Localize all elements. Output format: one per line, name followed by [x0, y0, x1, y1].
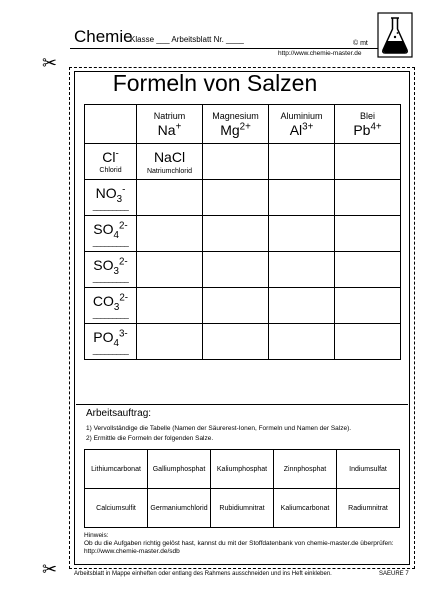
hint-url: http://www.chemie-master.de/sdb	[84, 548, 180, 555]
scissors-icon: ✂	[42, 558, 58, 578]
anion-name-blank: _________	[92, 309, 129, 319]
anion-name-blank: _________	[92, 201, 129, 211]
formula-cell	[137, 252, 203, 288]
cation-header	[335, 105, 401, 144]
anion-name-blank: _________	[92, 237, 129, 247]
formula-cell	[203, 144, 269, 180]
task-item: 1) Vervollständige die Tabelle (Namen der Säurerest-Ionen, Formeln und Namen der Salze).	[86, 425, 352, 432]
anion-symbol: $SO_3^{2-}$	[93, 255, 128, 277]
example-formula: NaCl	[153, 148, 186, 165]
corner-cell	[85, 105, 137, 144]
formula-cell	[269, 216, 335, 252]
formula-cell	[137, 288, 203, 324]
cation-header	[203, 105, 269, 144]
formula-cell	[203, 288, 269, 324]
formula-cell	[137, 216, 203, 252]
anion-symbol: Cl-	[102, 148, 119, 165]
cation-symbol: Na+	[157, 120, 182, 138]
salt-cell: Calciumsulfit	[85, 489, 148, 528]
formula-cell	[269, 144, 335, 180]
cation-symbol: $Pb^{4+}$	[353, 120, 382, 138]
table-row	[85, 216, 401, 252]
header-url: http://www.chemie-master.de	[278, 50, 362, 57]
table-row	[85, 144, 401, 180]
formula-cell	[335, 324, 401, 360]
table-row	[85, 450, 400, 489]
salt-cell: Galliumphosphat	[148, 450, 211, 489]
scissors-icon: ✂	[42, 53, 58, 73]
worksheet-title: Formeln von Salzen	[112, 70, 318, 96]
cation-symbol: $Mg^{2+}$	[220, 120, 251, 138]
formula-cell	[203, 180, 269, 216]
anion-cell	[85, 288, 137, 324]
cation-name: Blei	[359, 110, 375, 121]
anion-cell	[85, 324, 137, 360]
task-item: 2) Ermittle die Formeln der folgenden Salze.	[86, 435, 214, 442]
section-divider	[76, 404, 408, 405]
formula-cell	[203, 252, 269, 288]
task-list	[86, 424, 351, 444]
formula-cell	[335, 144, 401, 180]
footer-code: SAEURE 7	[379, 571, 409, 577]
anion-cell	[85, 144, 137, 180]
formula-cell	[203, 216, 269, 252]
hint-text: Ob du die Aufgaben richtig gelöst hast, kannst du mit der Stoffdatenbank von chemie-master.de überprüfen:	[84, 540, 394, 547]
anion-name: Chlorid	[99, 167, 122, 174]
class-sheet-line: Klasse ___ Arbeitsblatt Nr. ____	[130, 35, 244, 44]
copyright-mark: © mt	[353, 40, 368, 47]
salt-cell: Germaniumchlorid	[148, 489, 211, 528]
cation-header	[137, 105, 203, 144]
example-name: Natriumchlorid	[146, 167, 193, 175]
cation-name: Aluminium	[280, 110, 323, 121]
cation-symbol: $Al^{3+}$	[289, 120, 314, 138]
salt-cell: Radiumnitrat	[337, 489, 400, 528]
table-row	[85, 324, 401, 360]
anion-symbol: $CO_3^{2-}$	[92, 291, 129, 313]
formula-cell	[137, 144, 203, 180]
salt-cell: Kaliumcarbonat	[274, 489, 337, 528]
salt-cell: Indiumsulfat	[337, 450, 400, 489]
anion-symbol: $NO_3^-$	[95, 183, 126, 205]
hint-label: Hinweis:	[84, 532, 109, 539]
flask-icon	[377, 12, 413, 58]
header-rule	[70, 48, 388, 49]
anion-symbol: $SO_4^{2-}$	[93, 219, 128, 241]
table-row	[85, 489, 400, 528]
anion-cell	[85, 252, 137, 288]
salts-table	[84, 449, 400, 528]
anion-cell	[85, 180, 137, 216]
salt-cell: Lithiumcarbonat	[85, 450, 148, 489]
formula-cell	[335, 252, 401, 288]
formula-cell	[269, 288, 335, 324]
formula-cell	[137, 324, 203, 360]
formula-cell	[335, 288, 401, 324]
cation-name: Magnesium	[212, 110, 259, 121]
salt-cell: Rubidiumnitrat	[211, 489, 274, 528]
formula-cell	[269, 324, 335, 360]
salt-cell: Kaliumphosphat	[211, 450, 274, 489]
cation-header	[269, 105, 335, 144]
anion-name-blank: _________	[92, 345, 129, 355]
formula-cell	[335, 180, 401, 216]
subject-title: Chemie	[74, 27, 133, 46]
anion-cell	[85, 216, 137, 252]
anion-symbol: $PO_4^{3-}$	[93, 327, 128, 349]
table-header-row	[85, 105, 401, 144]
table-row	[85, 252, 401, 288]
salt-formula-table	[84, 104, 401, 360]
formula-cell	[269, 180, 335, 216]
formula-cell	[137, 180, 203, 216]
formula-cell	[335, 216, 401, 252]
footer-instruction: Arbeitsblatt in Mappe einheften oder entlang des Rahmens ausschneiden und ins Heft einkleben.	[74, 571, 332, 577]
task-heading: Arbeitsauftrag:	[86, 408, 152, 419]
formula-cell	[269, 252, 335, 288]
table-row	[85, 288, 401, 324]
salt-cell: Zinnphosphat	[274, 450, 337, 489]
anion-name-blank: _________	[92, 273, 129, 283]
hint-block	[84, 532, 394, 556]
table-row	[85, 180, 401, 216]
formula-cell	[203, 324, 269, 360]
cation-name: Natrium	[153, 110, 186, 121]
